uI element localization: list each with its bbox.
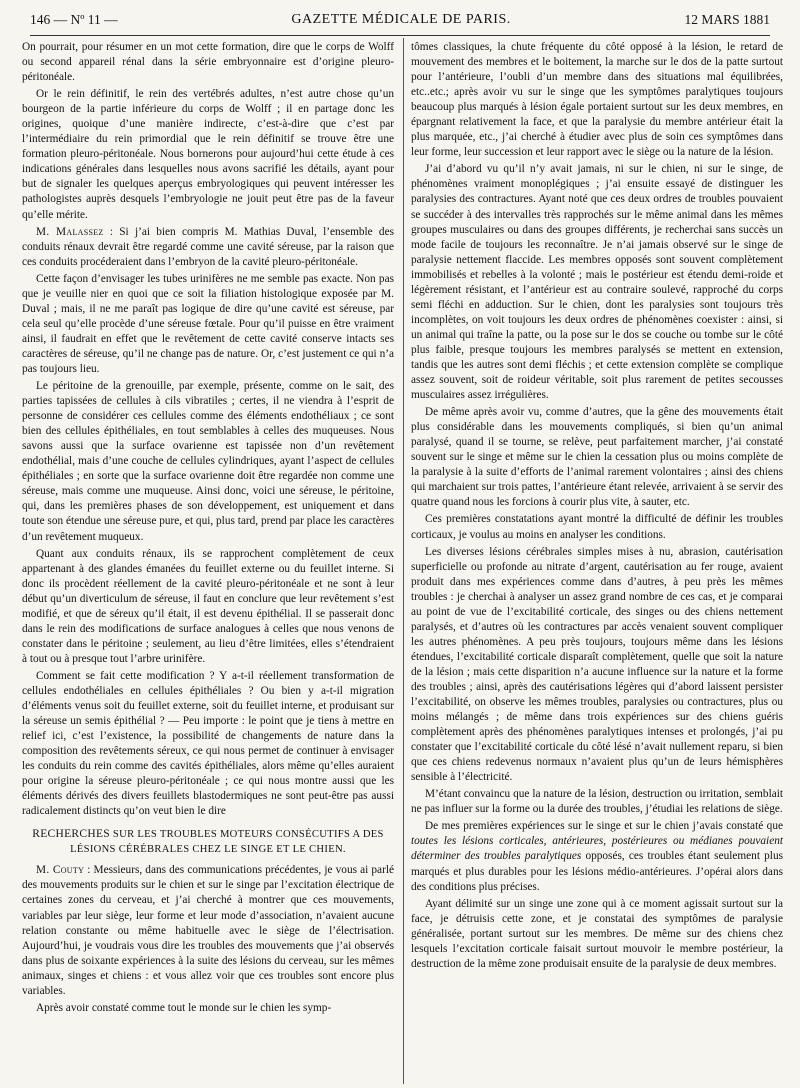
page-header bbox=[30, 0, 770, 28]
section-heading: RECHERCHES SUR LES TROUBLES MOTEURS CONSÉCUTIFS A DES LÉSIONS CÉRÉBRALES CHEZ LE SINGE ET LE CHIEN. bbox=[32, 828, 384, 856]
right-column bbox=[411, 40, 783, 974]
journal-title: GAZETTE MÉDICALE DE PARIS. bbox=[291, 12, 511, 27]
speaker-name: M. Couty bbox=[36, 864, 85, 877]
paragraph: On pourrait, pour résumer en un mot cette formation, dire que le corps de Wolff ou second appareil rénal dans la série embryonnaire est d’origine pleuro-péritonéale. bbox=[22, 41, 394, 84]
paragraph: Cette façon d’envisager les tubes urinifères ne me semble pas exacte. Non pas que je veuille nier en quoi que ce soit la filiation histologique exposée par M. Duval ; mais, il ne me paraît pas logique de dire qu’une cavité est séreuse, par cela seul qu’elle procède d’une séreuse fœtale. Pour qu’il puisse en être vraiment ainsi, il faudrait en effet que le revêtement de cette cavité conserve intacts ses caractères de séreuse, qu’il ne change pas de nature. Or, c’est justement ce qui n’a pas toujours lieu. bbox=[22, 272, 394, 375]
speaker-name: M. Malassez bbox=[36, 225, 104, 238]
paragraph: tômes classiques, la chute fréquente du côté opposé à la lésion, le retard de mouvement des membres et le boitement, la marche sur le dos de la patte surtout pour l’antérieure, l’oubli d’un membre dans des situations mal équilibrées, etc..etc.; après avoir vu sur le singe que les symptômes paralytiques toujours beaucoup plus marqués à lésion égale portaient surtout sur les deux membres, en épargnant relativement la face, et que la paralysie du membre antérieur était la plus marquée, etc., j’ai cherché à étudier avec plus de soin ces symptômes dans leur forme, leur succession et leur rapport avec le siège ou la nature de la lésion. bbox=[411, 41, 783, 159]
paragraph: Or le rein définitif, le rein des vertébrés adultes, n’est autre chose qu’un bourgeon de la partie inférieure du corps de Wolff ; il en partage donc les origines, quoique d’une manière indirecte, c’est-à-dire que c’est par l’intermédiaire du rein primordial que le rein définitif se trouve être une formation pleuro-péritonéale. Nous bornerons pour aujourd’hui cette étude à ces indications générales dans lesquelles nous avons sacrifié les détails, ayant pour but de signaler les quelques aperçus embryologiques qui peuvent intéresser les pathologistes auprès desquels l’embryologie ne jouit peut être pas de la faveur qu’elle mérite. bbox=[22, 88, 394, 221]
column-divider bbox=[403, 38, 404, 1084]
paragraph: De mes premières expériences sur le singe et sur le chien j’avais constaté que toutes les lésions corticales, antérieures, postérieures ou médianes pouvaient déterminer des troubles paralytiques opposés, ces troubles étant seulement plus marqués et plus durables pour les lésions médio-antérieures. J’opérai alors dans des conditions plus précises. bbox=[411, 820, 783, 893]
paragraph: Le péritoine de la grenouille, par exemple, présente, comme on le sait, des parties tapissées de cellules à cils vibratiles ; certes, il ne viendra à l’esprit de personne de considérer ces cellules comme des éléments endothéliaux ; ce sont bien des cellules épithéliales, en tout semblables à celles des muqueuses. Nous savons aussi que la surface ovarienne est tapissée non d’un revêtement endothélial, mais d’une couche de cellules cylindriques, ayant l’aspect de cellules épithéliales ; en sorte que la surface ovarienne doit être regardée non comme une séreuse, mais comme une muqueuse. Ainsi donc, voici une séreuse, le péritoine, qui, dans les premières phases de son développement, est uniquement et dans toute son étendue une séreuse pure, et qui, plus tard, prend par place les caractères d’un revêtement muqueux. bbox=[22, 380, 394, 543]
paragraph: M. Malassez : Si j’ai bien compris M. Mathias Duval, l’ensemble des conduits rénaux devrait être regardé comme une cavité séreuse, par la raison que ces conduits procéderaient dans l’embryon de la cavité pleuro-péritonéale. bbox=[22, 225, 394, 268]
paragraph: M. Couty : Messieurs, dans des communications précédentes, je vous ai parlé des mouvements produits sur le chien et sur le singe par l’excitation électrique de certaines zones du cerveau, et j’ai cherché à montrer que ces mouvements, variables par leur siège, leur forme et leur mode d’association, n’avaient aucune relation constante ou même habituelle avec le siège de l’électrisation. Aujourd’hui, je voudrais vous dire les troubles des mouvements que j’ai observés dans plus de soixante expériences à la suite des lésions du cerveau, sur les mêmes animaux, singes et chiens : et vous allez voir que ces troubles sont encore plus variables. bbox=[22, 864, 394, 997]
page-number: 146 — Nº 11 — bbox=[30, 12, 118, 27]
paragraph: Ayant délimité sur un singe une zone qui à ce moment agissait surtout sur la face, je détruisis cette zone, et je constatai des symptômes de paralysie généralisée, portant surtout sur les membres. De même sur des chiens chez lesquels l’excitation corticale faisait surtout mouvoir le membre postérieur, la destruction de la même zone produisait ensuite de la paralysie de deux membres. bbox=[411, 897, 783, 970]
emphasis: toutes les lésions corticales, antérieures, postérieures ou médianes pouvaient déterminer des troubles paralytiques bbox=[411, 835, 783, 863]
paragraph: Ces premières constatations ayant montré la difficulté de définir les troubles corticaux, je voulus au moins en analyser les conditions. bbox=[411, 513, 783, 541]
paragraph: Comment se fait cette modification ? Y a-t-il réellement transformation de cellules endothéliales en cellules épithéliales ? Ou bien y a-t-il migration d’éléments venus soit du feuillet externe, soit du feuillet interne, et produisant sur la séreuse un semis épithélial ? — Peu importe : le point que je tiens à mettre en relief ici, c’est l’existence, la possibilité de changements de nature dans la composition des revêtements séreux, ce qui nous permet de continuer à envisager les conduits du rein comme des cavités épithéliales, alors même qu’elles auraient pour origine la séreuse pleuro-péritonéale ; ce qui nous montre aussi que les éléments dérivés des divers feuillets blastodermiques ne sont peut-être pas aussi radicalement distincts qu’on veut bien le dire bbox=[22, 669, 394, 818]
issue-date: 12 MARS 1881 bbox=[684, 12, 770, 27]
paragraph: M’étant convaincu que la nature de la lésion, destruction ou irritation, semblait ne pas influer sur la forme ou la durée des troubles, j’étudiai les relations de siège. bbox=[411, 788, 783, 816]
paragraph: Après avoir constaté comme tout le monde sur le chien les symp- bbox=[36, 1001, 332, 1014]
paragraph: De même après avoir vu, comme d’autres, que la gêne des mouvements était plus considérable dans les mouvements compliqués, si bien qu’un animal paralysé, quand il se tourne, se relève, peut parfaitement marcher, j’ai constaté souvent sur le singe et même sur le chien la cessation plus ou moins complète de la paralysie à la suite d’efforts de l’animal rarement volontaires ; ainsi des chiens qui marchaient sur trois pattes, l’antérieure étant relevée, arrivaient à se servir des quatre quand nous les forcions à courir plus vite, à sauter, etc. bbox=[411, 406, 783, 509]
header-rule bbox=[30, 35, 770, 36]
left-column bbox=[22, 40, 394, 1018]
paragraph: J’ai d’abord vu qu’il n’y avait jamais, ni sur le chien, ni sur le singe, de phénomènes vraiment monoplégiques ; j’ai ensuite essayé de distinguer les paralysies des contractures. Ayant noté que ces deux ordres de troubles pouvaient se succéder à des intervalles très rapprochés sur le même animal dans les mêmes groupes musculaires ou dans des groupes différents, je recherchai sans succès un mode facile de toujours les reconnaître. Je n’ai jamais observé sur le singe de paralysie nettement flaccide. Les membres opposés sont souvent complètement immobilisés et rebelles à la volonté ; mais le postérieur est étendu demi-roide et légèrement résistant, et l’antérieur est au contraire soulevé, rapproché du corps semi fléchi en adduction. Sur le chien, dont les paralysies sont toujours très incomplètes, on voit toujours les deux ordres de phénomènes coexister : ainsi, si un animal qui traîne la patte, ou la pose sur le dos se couche ou tombe sur le côté plus faible, presque toujours les membres paralysés se mettent en extension, tandis que les autres sont demi fléchis ; et cette extension complète se complique assez souvent, soit de roideur véritable, soit plus rarement de petites secousses musculaires assez irrégulières. bbox=[411, 163, 783, 402]
paragraph: Les diverses lésions cérébrales simples mises à nu, abrasion, cautérisation superficielle ou profonde au nitrate d’argent, cautérisation au fer rouge, avaient produit dans mes expériences comme dans d’autres, à peu près les mêmes troubles : je cherchai à analyser un assez grand nombre de ces cas, et je comparai au point de vue de l’excitabilité corticale, des singes ou des chiens nettement paralysés, et d’autres où les contractures par accès venaient souvent compliquer les autres phénomènes. A peu près toujours, toujours même dans les lésions étendues, l’excitabilité corticale disparaît complètement, quelle que soit la nature de la lésion ; mais cette disparition n’a aucune influence sur la nature et la forme des troubles ; ainsi, après des cautérisations légères qui d’abord laissent persister l’excitabilité, on observe les mêmes troubles, paralysies ou contractures, plus ou moins mélangés ; de même dans trois expériences sur des chiens guéris complètement après des phénomènes paralytiques intenses et prolongés, j’ai pu constater que l’excitabilité corticale du côté lésé n’avait nullement reparu, si bien que ces chiens redevenus normaux n’avaient plus qu’un de leurs hémisphères sensible à l’électricité. bbox=[411, 545, 783, 784]
paragraph: Quant aux conduits rénaux, ils se rapprochent complètement de ceux appartenant à des glandes émanées du feuillet externe ou du feuillet interne. Si donc ils procèdent réellement de la cavité pleuro-péritonéale et ne sont à leur début qu’un diverticulum de séreuse, il faut en conclure que leur revêtement s’est modifié, et que de séreux qu’il était, il est devenu épithélial. Il se passerait donc dans le rein des modifications de surface analogues à celles que nous venons de constater dans le péritoine ; seulement, au lieu d’être limitées, elles s’étendraient à tout ou à presque tout l’arbre urinifère. bbox=[22, 547, 394, 665]
